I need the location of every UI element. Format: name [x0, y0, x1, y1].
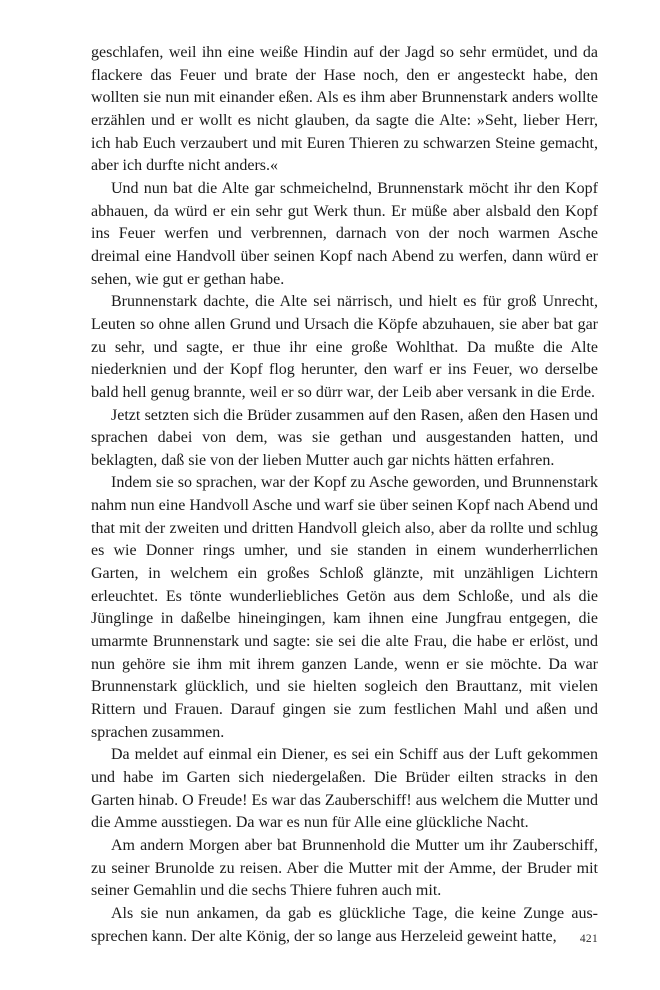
page-number: 421: [579, 933, 598, 945]
paragraph-5: Indem sie so sprachen, war der Kopf zu Asche geworden, und Brunnenstark nahm nun eine Handvoll Asche und warf sie über seinen Kopf nach Abend und that mit der zweiten und dritten Handvoll gleich also, aber da rollte und schlug es wie Donner rings umher, und sie standen in einem wunderherrlichen Garten, in welchem ein großes Schloß glänzte, mit unzähligen Lichtern erleuchtet. Es tönte wunderliebliches Getön aus dem Schloße, und als die Jünglinge in daßelbe hineingingen, kam ihnen eine Jungfrau entgegen, die umarmte Brunnenstark und sagte: sie sei die alte Frau, die habe er erlöst, und nun gehöre sie ihm mit ihrem ganzen Lande, wenn er sie möchte. Da war Brunnenstark glücklich, und sie hielten sogleich den Brauttanz, mit vielen Rittern und Frauen. Darauf gingen sie zum festlichen Mahl und aßen und sprachen zusammen.: [91, 474, 598, 741]
paragraph-7: Am andern Morgen aber bat Brunnenhold die Mutter um ihr Zauberschiff, zu seiner Brunolde zu reisen. Aber die Mutter mit der Amme, der Bruder mit seiner Gemahlin und die sechs Thiere fuhren auch mit.: [91, 836, 598, 900]
page-text-block: [91, 42, 598, 948]
paragraph-6: Da meldet auf einmal ein Diener, es sei ein Schiff aus der Luft gekommen und habe im Garten sich niedergelaßen. Die Brüder eilten stracks in den Garten hinab. O Freude! Es war das Zauberschiff! aus welchem die Mutter und die Amme ausstiegen. Da war es nun für Alle eine glückliche Nacht.: [91, 746, 598, 832]
paragraph-1: geschlafen, weil ihn eine weiße Hindin auf der Jagd so sehr ermüdet, und da flackere das Feuer und brate der Hase noch, den er angesteckt habe, den wollten sie nun mit einander eßen. Als es ihm aber Brunnenstark anders wollte erzählen und er wollt es nicht glauben, da sagte die Alte: »Seht, lieber Herr, ich hab Euch verzaubert und mit Euren Thieren zu schwarzen Steine gemacht, aber ich durfte nicht anders.«: [91, 44, 598, 175]
paragraph-8: Als sie nun ankamen, da gab es glückliche Tage, die keine Zunge aussprechen kann. Der alte König, der so lange aus Herzeleid geweint hatte,: [91, 904, 598, 945]
paragraph-3: Brunnenstark dachte, die Alte sei närrisch, und hielt es für groß Unrecht, Leuten so ohne allen Grund und Ursach die Köpfe abzuhauen, sie aber bat gar zu sehr, und sagte, er thue ihr eine große Wohlthat. Da mußte die Alte niederknien und der Kopf flog herunter, den warf er ins Feuer, wo derselbe bald hell genug brannte, weil er so dürr war, der Leib aber versank in die Erde.: [91, 293, 598, 401]
paragraph-2: Und nun bat die Alte gar schmeichelnd, Brunnenstark möcht ihr den Kopf abhauen, da würd er ein sehr gut Werk thun. Er müße aber alsbald den Kopf ins Feuer werfen und verbrennen, darnach von der noch warmen Asche dreimal eine Handvoll über seinen Kopf nach Abend zu werfen, dann würd er sehen, wie gut er gethan habe.: [91, 179, 598, 288]
paragraph-4: Jetzt setzten sich die Brüder zusammen auf den Rasen, aßen den Hasen und sprachen dabei von dem, was sie gethan und ausgestanden hatten, und beklagten, daß sie von der lieben Mutter auch gar nichts hätten erfahren.: [91, 406, 598, 469]
